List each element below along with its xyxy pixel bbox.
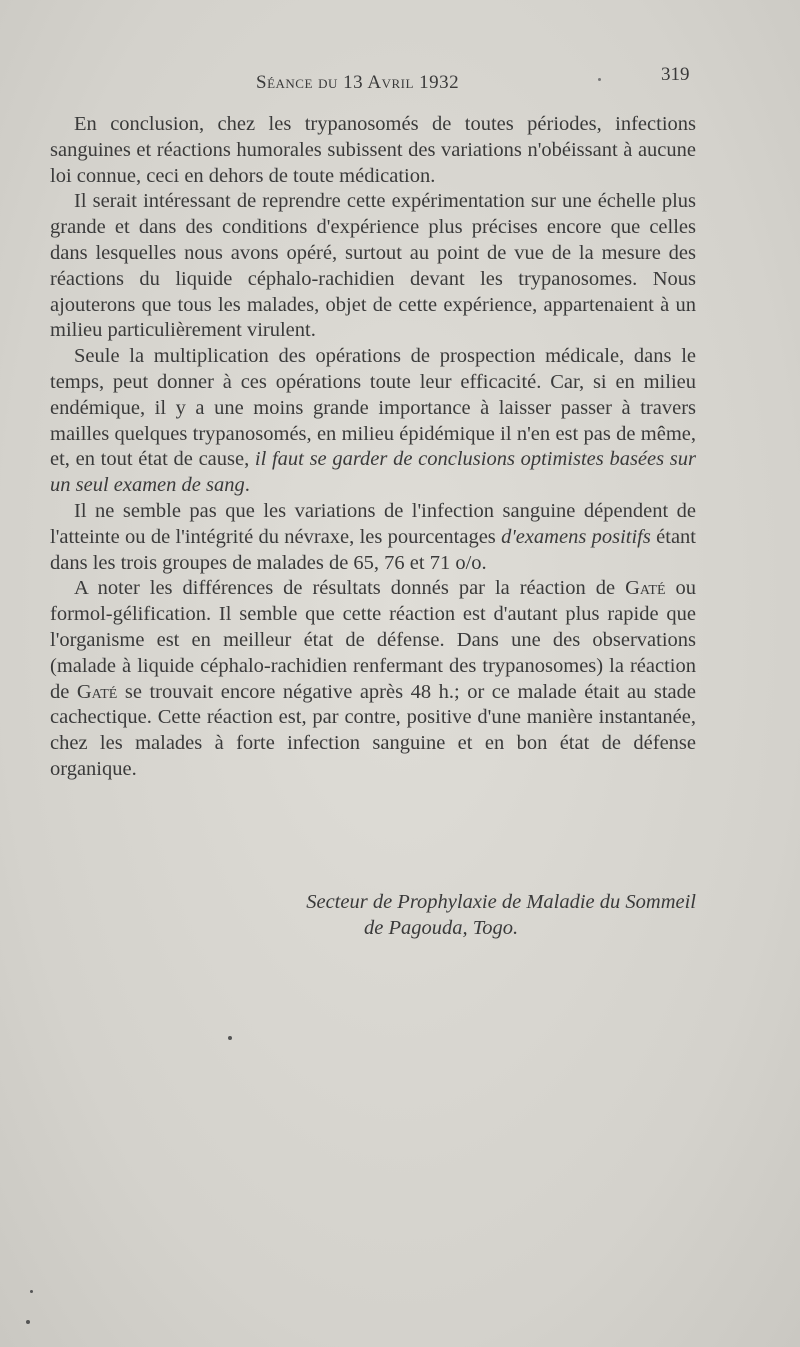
- paragraph-text: ou formol-gélification. Il semble que cette réaction est d'autant plus rapide que l'organisme est en meilleur état de défense. Dans une des observations (malade à liquide céphalo-rachidien renfermant des trypanosomes) la réaction de: [50, 577, 697, 703]
- italic-emphasis: d'examens positifs: [501, 525, 651, 548]
- paragraph-text: Seule la multiplication des opérations de prospection médicale, dans le temps, peut donner à ces opérations toute leur efficacité. Car, si en milieu endémique, il y a une moins grande importance à laisser passer à travers mailles quelques trypanosomés, en milieu épidémique il n'en est pas de même, et, en tout état de cause,: [50, 345, 696, 471]
- paper-speck: [26, 1320, 30, 1324]
- author-name: Gaté: [625, 577, 666, 600]
- author-name: Gaté: [76, 680, 118, 703]
- paragraph-experimentation: [50, 189, 696, 344]
- signature-line-2: de Pagouda, Togo.: [364, 917, 519, 939]
- paragraph-variations: [50, 499, 696, 576]
- paragraph-gate-reaction: [50, 576, 696, 782]
- paragraph-text: En conclusion, chez les trypanosomés de toutes périodes, infections sanguines et réactions humorales subissent des variations n'obéissant à aucune loi connue, ceci en dehors de toute médication.: [50, 113, 696, 187]
- paragraph-text: A noter les différences de résultats donnés par la réaction de: [74, 577, 626, 600]
- signature-line-1: Secteur de Prophylaxie de Maladie du Sommeil: [306, 891, 696, 913]
- paragraph-text: étant dans les trois groupes de malades de 65, 76 et 71 o/o.: [50, 525, 696, 574]
- italic-emphasis: il faut se garder de conclusions optimistes basées sur un seul examen de sang: [50, 448, 696, 497]
- paper-speck: [598, 78, 601, 81]
- signature-block: [50, 889, 696, 941]
- page-number: 319: [661, 64, 690, 85]
- paragraph-text: Il ne semble pas que les variations de l'infection sanguine dépendent de l'atteinte ou de l'intégrité du névraxe, les pourcentages: [50, 499, 696, 548]
- running-head-title: Séance du 13 Avril 1932: [256, 72, 460, 93]
- running-head: [0, 60, 800, 100]
- paper-speck: [228, 1036, 232, 1040]
- paragraph-prospection: [50, 344, 696, 499]
- paragraph-conclusion: [50, 112, 696, 189]
- paragraph-text: Il serait intéressant de reprendre cette expérimentation sur une échelle plus grande et dans des conditions d'expérience plus précises encore que celles dans lesquelles nous avons opéré, surtout au point de vue de la mesure des réactions du liquide céphalo-rachidien devant les trypanosomes. Nous ajouterons que tous les malades, objet de cette expérience, appartenaient à un milieu particulièrement virulent.: [50, 190, 696, 342]
- body-text: [50, 112, 696, 783]
- paper-speck: [30, 1290, 33, 1293]
- paragraph-text: se trouvait encore négative après 48 h.; or ce malade était au stade cachectique. Cette réaction est, par contre, positive d'une manière instantanée, chez les malades à forte infection sanguine et en bon état de défense organique.: [50, 680, 696, 780]
- paragraph-text: .: [244, 474, 250, 497]
